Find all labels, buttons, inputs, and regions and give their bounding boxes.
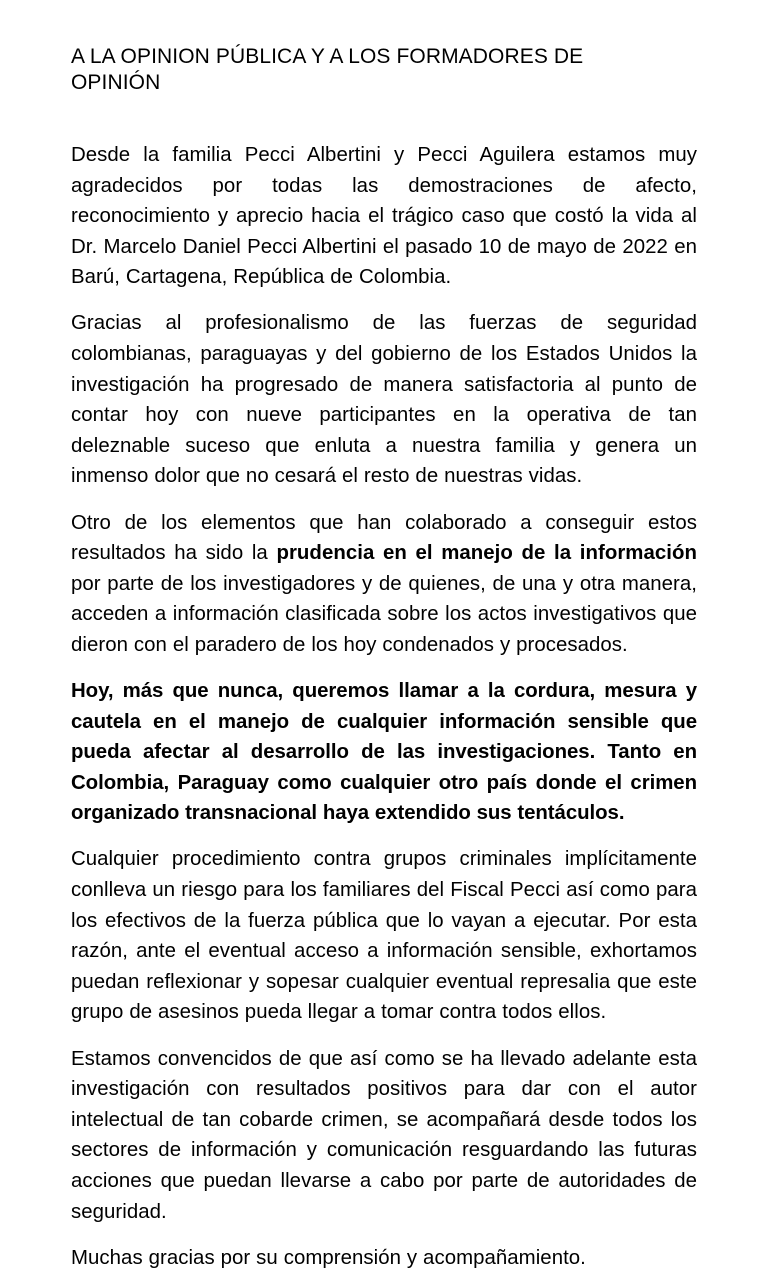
paragraph-7-closing: Muchas gracias por su comprensión y acompañamiento.	[71, 1246, 586, 1269]
paragraph-5: Cualquier procedimiento contra grupos criminales implícitamente conlleva un riesgo para los familiares del Fiscal Pecci así como para los efectivos de la fuerza pública que lo vayan a ejecutar. Por esta razón, ante el eventual acceso a información sensible, exhortamos puedan reflexionar y sopesar cualquier eventual represalia que este grupo de asesinos pueda llegar a tomar contra todos ellos.	[71, 848, 697, 1024]
paragraph-3-emphasis: prudencia en el manejo de la información	[276, 542, 697, 565]
paragraph-1: Desde la familia Pecci Albertini y Pecci Aguilera estamos muy agradecidos por todas las demostraciones de afecto, reconocimiento y aprecio hacia el trágico caso que costó la vida al Dr. Marcelo Daniel Pecci Albertini el pasado 10 de mayo de 2022 en Barú, Cartagena, República de Colombia.	[71, 144, 697, 289]
paragraph-2: Gracias al profesionalismo de las fuerzas de seguridad colombianas, paraguayas y del gobierno de los Estados Unidos la investigación ha progresado de manera satisfactoria al punto de contar hoy con nueve participantes en la operativa de tan deleznable suceso que enluta a nuestra familia y genera un inmenso dolor que no cesará el resto de nuestras vidas.	[71, 312, 697, 488]
paragraph-3	[71, 508, 697, 661]
paragraph-3-lead-text: Otro de los elementos que han colaborado a conseguir estos resultados ha sido la	[71, 511, 697, 565]
paragraph-3-trailing-text: por parte de los investigadores y de quienes, de una y otra manera, acceden a información clasificada sobre los actos investigativos que dieron con el paradero de los hoy condenados y procesados.	[71, 572, 697, 656]
paragraph-4-highlighted: Hoy, más que nunca, queremos llamar a la cordura, mesura y cautela en el manejo de cualquier información sensible que pueda afectar al desarrollo de las investigaciones. Tanto en Colombia, Paraguay como cualquier otro país donde el crimen organizado transnacional haya extendido sus tentáculos.	[71, 680, 697, 825]
page-title: A LA OPINION PÚBLICA Y A LOS FORMADORES DE OPINIÓN	[71, 45, 584, 94]
paragraph-6: Estamos convencidos de que así como se ha llevado adelante esta investigación con resultados positivos para dar con el autor intelectual de tan cobarde crimen, se acompañará desde todos los sectores de información y comunicación resguardando las futuras acciones que puedan llevarse a cabo por parte de autoridades de seguridad.	[71, 1047, 697, 1223]
